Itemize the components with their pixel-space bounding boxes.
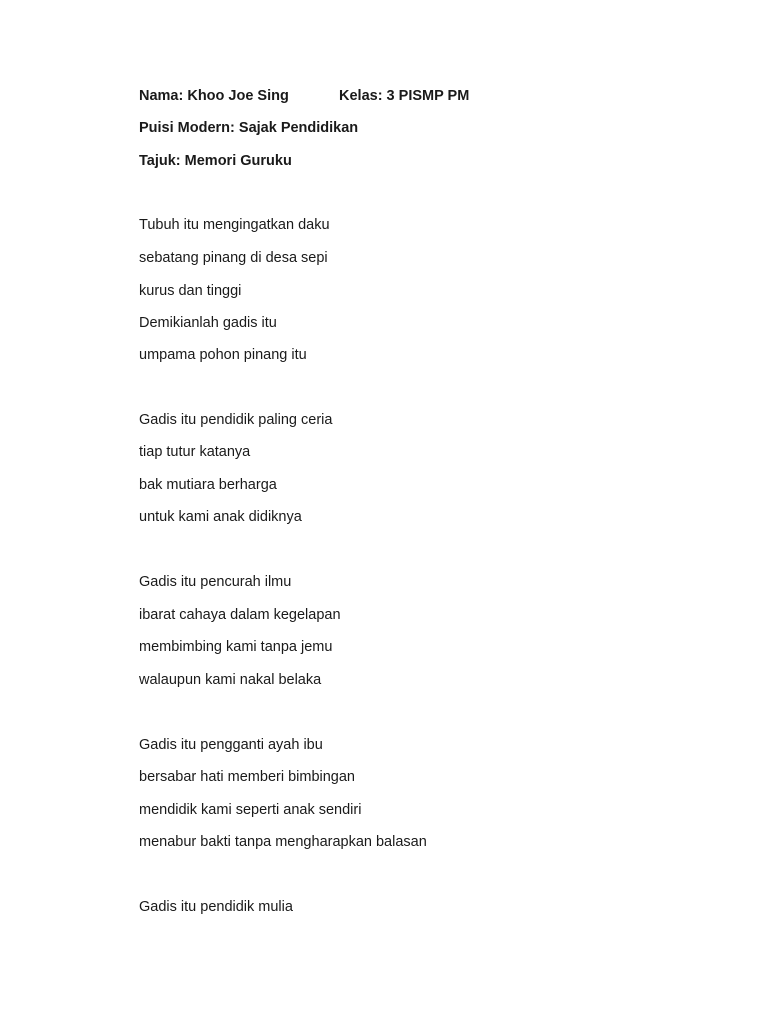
poem-line: bak mutiara berharga [139, 477, 277, 493]
poem-line: Gadis itu pengganti ayah ibu [139, 737, 323, 753]
poem-line: mendidik kami seperti anak sendiri [139, 802, 362, 818]
poem-line: walaupun kami nakal belaka [139, 672, 322, 688]
poem-line: untuk kami anak didiknya [139, 509, 302, 525]
poem-line: menabur bakti tanpa mengharapkan balasan [139, 834, 427, 850]
poem-line: bersabar hati memberi bimbingan [139, 769, 355, 785]
student-name: Nama: Khoo Joe Sing [139, 88, 289, 104]
poem-line: Demikianlah gadis itu [139, 315, 277, 331]
poem-line: membimbing kami tanpa jemu [139, 639, 333, 655]
poem-line: Gadis itu pencurah ilmu [139, 574, 292, 590]
poem-line: umpama pohon pinang itu [139, 347, 307, 363]
student-class: Kelas: 3 PISMP PM [339, 88, 470, 104]
poem-line: Gadis itu pendidik mulia [139, 899, 293, 915]
poem-line: tiap tutur katanya [139, 444, 251, 460]
poem-line: kurus dan tinggi [139, 283, 242, 299]
poem-line: Gadis itu pendidik paling ceria [139, 412, 333, 428]
poem-line: sebatang pinang di desa sepi [139, 250, 328, 266]
poem-genre: Puisi Modern: Sajak Pendidikan [139, 120, 359, 136]
poem-line: Tubuh itu mengingatkan daku [139, 217, 330, 233]
poem-line: ibarat cahaya dalam kegelapan [139, 607, 341, 623]
poem-title: Tajuk: Memori Guruku [139, 153, 292, 169]
